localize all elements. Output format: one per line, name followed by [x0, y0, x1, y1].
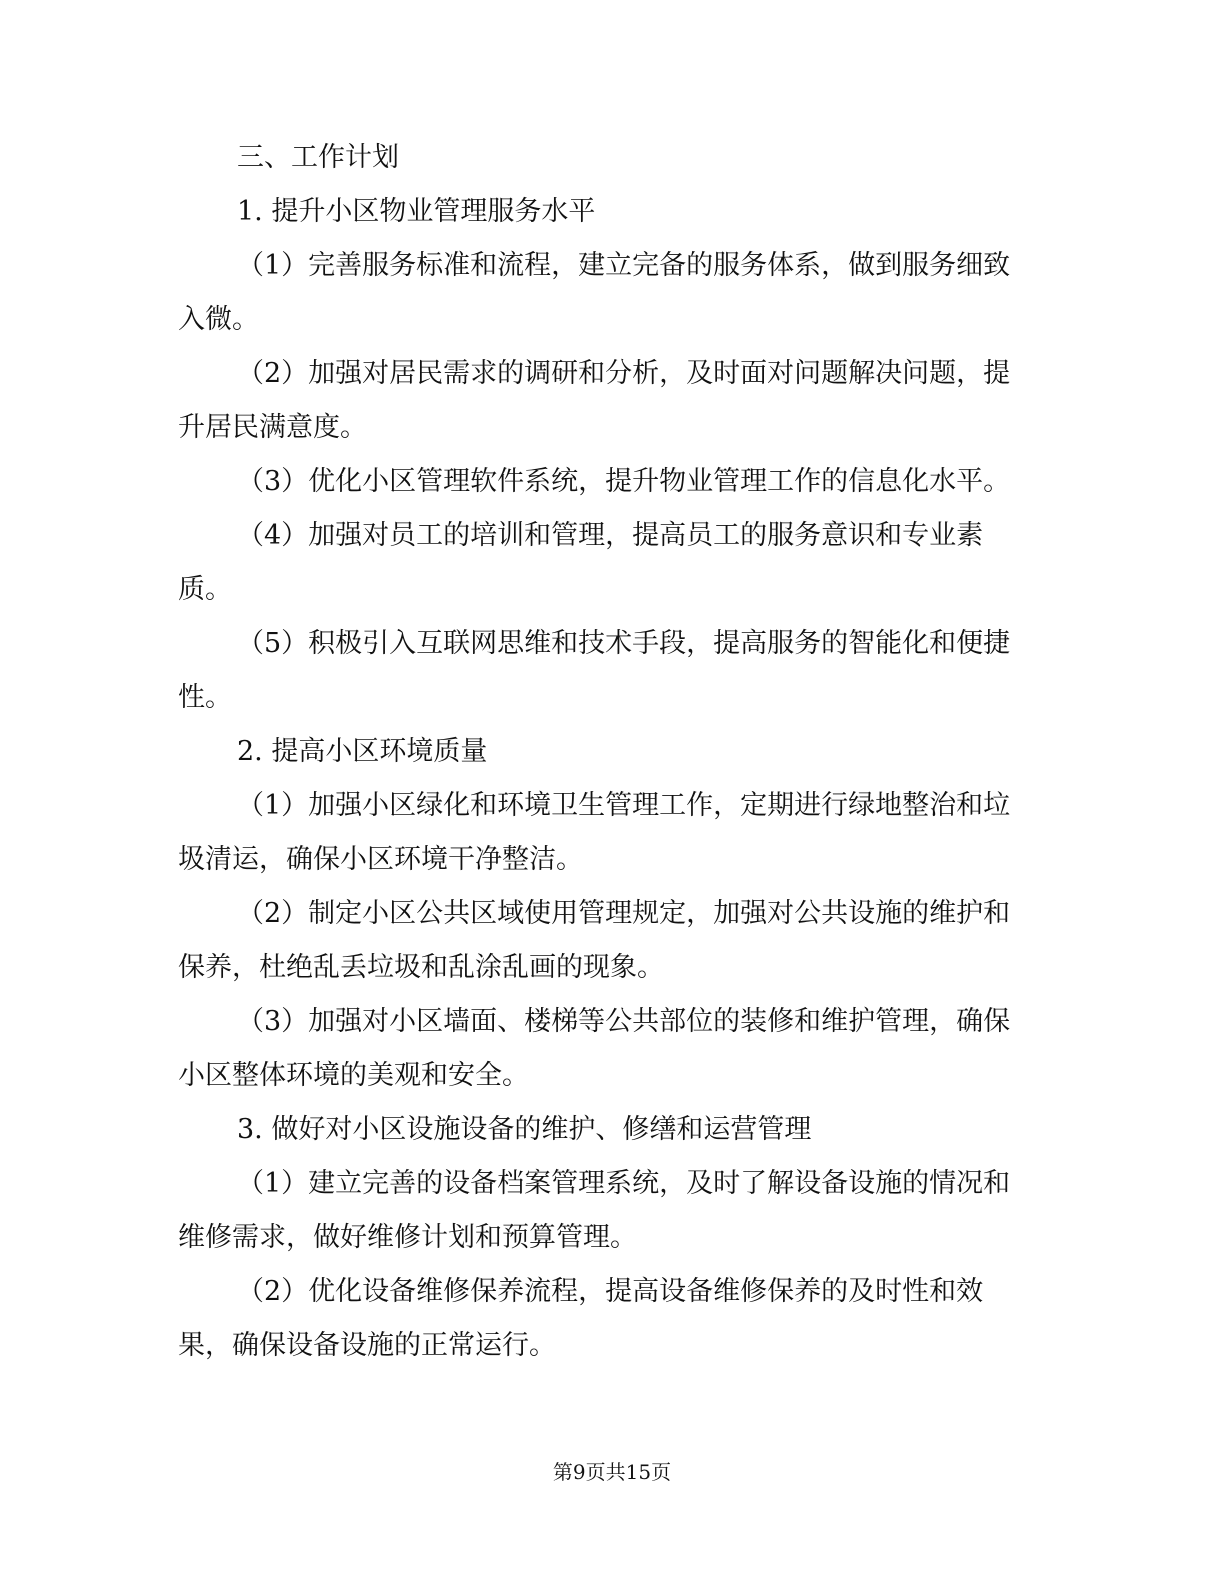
paragraph-line: 保养，杜绝乱丢垃圾和乱涂乱画的现象。: [178, 952, 664, 983]
paragraph-line: 维修需求，做好维修计划和预算管理。: [178, 1222, 637, 1253]
paragraph-line: （4）加强对员工的培训和管理，提高员工的服务意识和专业素: [237, 520, 984, 551]
subheading-3: 3. 做好对小区设施设备的维护、修缮和运营管理: [237, 1114, 812, 1145]
subheading-2: 2. 提高小区环境质量: [237, 736, 488, 767]
paragraph-line: 质。: [178, 574, 232, 605]
paragraph-line: 性。: [178, 682, 232, 713]
paragraph-line: 果，确保设备设施的正常运行。: [178, 1330, 556, 1361]
paragraph-line: 入微。: [178, 304, 259, 335]
paragraph-line: （1）加强小区绿化和环境卫生管理工作，定期进行绿地整治和垃: [237, 790, 1011, 821]
paragraph-line: （2）优化设备维修保养流程，提高设备维修保养的及时性和效: [237, 1276, 984, 1307]
paragraph-line: （1）建立完善的设备档案管理系统，及时了解设备设施的情况和: [237, 1168, 1011, 1199]
paragraph-line: （2）加强对居民需求的调研和分析，及时面对问题解决问题，提: [237, 358, 1011, 389]
paragraph-line: 升居民满意度。: [178, 412, 367, 443]
paragraph-line: （2）制定小区公共区域使用管理规定，加强对公共设施的维护和: [237, 898, 1011, 929]
paragraph-line: （3）优化小区管理软件系统，提升物业管理工作的信息化水平。: [237, 466, 1011, 497]
paragraph-line: 小区整体环境的美观和安全。: [178, 1060, 529, 1091]
paragraph-line: （1）完善服务标准和流程，建立完备的服务体系，做到服务细致: [237, 250, 1011, 281]
section-heading: 三、工作计划: [237, 142, 399, 173]
page-number-footer: 第9页共15页: [552, 1460, 672, 1484]
paragraph-line: （5）积极引入互联网思维和技术手段，提高服务的智能化和便捷: [237, 628, 1011, 659]
paragraph-line: （3）加强对小区墙面、楼梯等公共部位的装修和维护管理，确保: [237, 1006, 1011, 1037]
subheading-1: 1. 提升小区物业管理服务水平: [237, 196, 596, 227]
paragraph-line: 圾清运，确保小区环境干净整洁。: [178, 844, 583, 875]
